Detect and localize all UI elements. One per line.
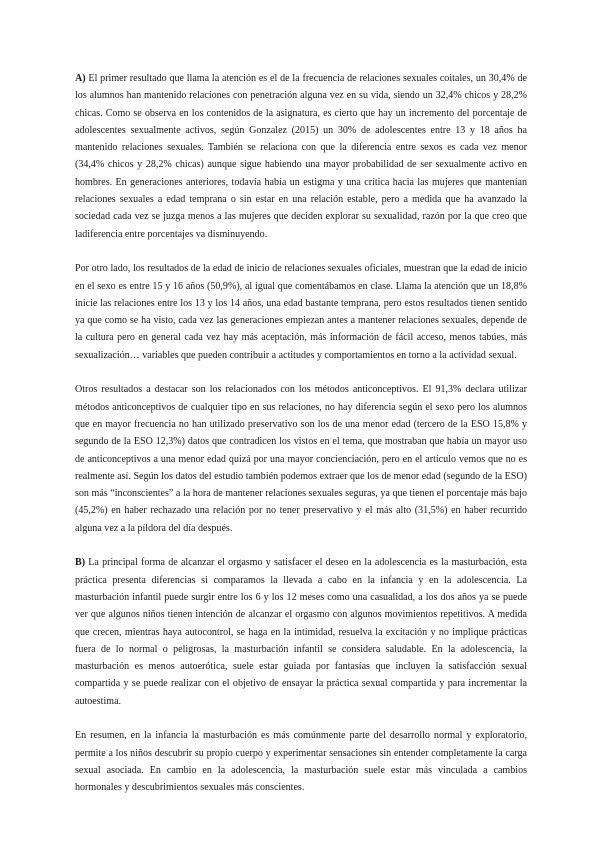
paragraph-contraceptives <box>75 381 527 537</box>
paragraph-summary <box>75 727 527 796</box>
paragraph-a-frequency <box>75 70 527 243</box>
document-body <box>75 70 527 814</box>
section-marker-a: A) <box>75 73 86 84</box>
paragraph-b-masturbation <box>75 554 527 710</box>
paragraph-text: Otros resultados a destacar son los relacionados con los métodos anticonceptivos. El 91,3% declara utilizar métodos anticonceptivos de cualquier tipo en sus relaciones, no hay diferencia según el sexo pero los alumnos que en mayor frecuencia no han utilizado preservativo son los de una menor edad (tercero de la ESO 15,8% y segundo de la ESO 12,3%) datos que contradicen los vistos en el tema, que mostraban que había un mayor uso de anticonceptivos a una menor edad quizá por una mayor concienciación, pero en el artículo vemos que no es realmente así. Según los datos del estudio también podemos extraer que los de menor edad (segundo de la ESO) son más “inconscientes” a la hora de mantener relaciones sexuales seguras, ya que tienen el porcentaje más bajo (45,2%) en haber rechazado una relación por no tener preservativo y el más alto (31,5%) en haber recurrido alguna vez a la píldora del día después. <box>75 384 527 534</box>
paragraph-text: La principal forma de alcanzar el orgasmo y satisfacer el deseo en la adolescencia es la masturbación, esta práctica presenta diferencias si comparamos la llevada a cabo en la infancia y en la adolescencia. La masturbación infantil puede surgir entre los 6 y los 12 meses como una casualidad, a los dos años ya se puede ver que algunos niños tienen intención de alcanzar el orgasmo con algunos movimientos repetitivos. A medida que crecen, mientras haya autocontrol, se haga en la intimidad, resuelva la excitación y no implique prácticas fuera de lo normal o peligrosas, la masturbación infantil se considera saludable. En la adolescencia, la masturbación es menos autoerótica, suele estar guiada por fantasías que incluyen la satisfacción sexual compartida y se puede realizar con el objetivo de ensayar la práctica sexual compartida y para incrementar la autoestima. <box>75 557 527 707</box>
paragraph-onset-age <box>75 260 527 364</box>
paragraph-text: El primer resultado que llama la atención es el de la frecuencia de relaciones sexuales coitales, un 30,4% de los alumnos han mantenido relaciones con penetración alguna vez en su vida, siendo un 32,4% chicos y 28,2% chicas. Como se observa en los contenidos de la asignatura, es cierto que hay un incremento del porcentaje de adolescentes sexualmente activos, según Gonzalez (2015) un 30% de adolescentes entre 13 y 18 años ha mantenido relaciones sexuales. También se relaciona con que la diferencia entre sexos es cada vez menor (34,4% chicos y 28,2% chicas) aunque sigue habiendo una mayor probabilidad de ser sexualmente activo en hombres. En generaciones anteriores, todavía había un estigma y una crítica hacia las mujeres que mantenían relaciones sexuales a edad temprana o sin estar en una relación estable, pero a medida que ha avanzado la sociedad cada vez se juzga menos a las mujeres que deciden explorar su sexualidad, razón por la que creo que ladiferencia entre porcentajes va disminuyendo. <box>75 73 527 240</box>
paragraph-text: En resumen, en la infancia la masturbación es más comúnmente parte del desarrollo normal y exploratorio, permite a los niños descubrir su propio cuerpo y experimentar sensaciones sin entender completamente la carga sexual asociada. En cambio en la adolescencia, la masturbación suele estar más vinculada a cambios hormonales y descubrimientos sexuales más conscientes. <box>75 730 527 794</box>
section-marker-b: B) <box>75 557 86 569</box>
paragraph-text: Por otro lado, los resultados de la edad de inicio de relaciones sexuales oficiales, muestran que la edad de inicio en el sexo es entre 15 y 16 años (50,9%), al igual que comentábamos en clase. Llama la atención que un 18,8% inicie las relaciones entre los 13 y los 14 años, una edad bastante temprana, pero estos resultados tienen sentido ya que como se ha visto, cada vez las generaciones empiezan antes a mantener relaciones sexuales, depende de la cultura pero en general cada vez hay más aceptación, más información de fácil acceso, menos tabúes, más sexualización… variables que pueden contribuir a actitudes y comportamientos en torno a la actividad sexual. <box>75 263 527 361</box>
